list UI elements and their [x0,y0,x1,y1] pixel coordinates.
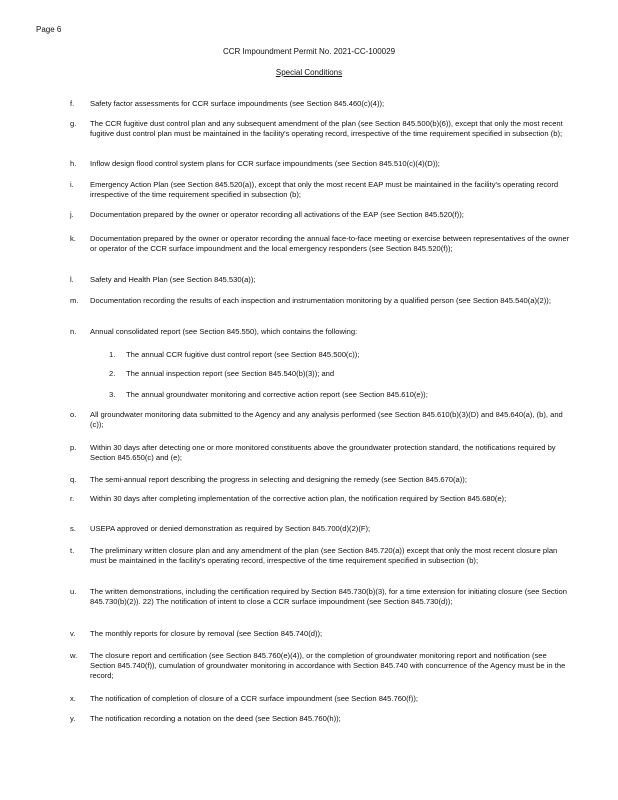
item-text: Within 30 days after detecting one or more monitored constituents above the groundwater protection standard, the notifications required by Section 845.650(c) and (e); [90,443,556,462]
permit-title: CCR Impoundment Permit No. 2021-CC-100029 [222,47,396,56]
list-item-s [70,524,570,534]
item-letter: f. [70,99,75,108]
item-text: The notification of completion of closure of a CCR surface impoundment (see Section 845.760(f)); [90,694,418,703]
item-letter: j. [70,210,74,219]
sub-item-text: The annual inspection report (see Section 845.540(b)(3)); and [126,369,335,378]
item-letter: u. [70,587,77,596]
item-letter: i. [70,180,74,189]
list-item-o [70,410,570,430]
sub-item-text: The annual groundwater monitoring and corrective action report (see Section 845.610(e)); [126,390,428,399]
sub-item-3 [109,390,569,400]
item-letter: m. [70,296,79,305]
list-item-i [70,180,570,200]
page-number: Page 6 [36,25,62,34]
item-letter: y. [70,714,76,723]
list-item-l [70,275,570,285]
sub-item-number: 3. [109,390,116,399]
item-text: USEPA approved or denied demonstration as required by Section 845.700(d)(2)(F); [90,524,371,533]
list-item-f [70,99,570,109]
item-text: Documentation prepared by the owner or operator recording all activations of the EAP (see Section 845.520(f)); [90,210,464,219]
item-letter: s. [70,524,76,533]
list-item-m [70,296,570,306]
item-letter: g. [70,119,77,128]
list-item-j [70,210,570,220]
item-letter: t. [70,546,75,555]
list-item-y [70,714,570,724]
item-text: Documentation prepared by the owner or operator recording the annual face-to-face meeting or exercise between representatives of the owner or operator of the CCR surface impoundment and the local emergency responders (see Section 845.520(f)); [90,234,570,253]
section-heading: Special Conditions [275,68,343,77]
item-text: The monthly reports for closure by removal (see Section 845.740(d)); [90,629,323,638]
item-text: Annual consolidated report (see Section 845.550), which contains the following: [90,327,358,336]
item-letter: q. [70,475,77,484]
list-item-w [70,651,570,681]
item-letter: p. [70,443,77,452]
sub-item-2 [109,369,569,379]
list-item-h [70,159,570,169]
item-letter: r. [70,494,75,503]
sub-item-text: The annual CCR fugitive dust control report (see Section 845.500(c)); [126,350,360,359]
item-text: The written demonstrations, including the certification required by Section 845.730(b)(3), for a time extension for initiating closure (see Section 845.730(b)(2)). 22) The notification of intent to close a CCR surface impoundment (see Section 845.730(d)); [90,587,567,606]
item-text: Documentation recording the results of each inspection and instrumentation monitoring by a qualified person (see Section 845.540(a)(2)); [90,296,551,305]
item-letter: v. [70,629,76,638]
item-text: Safety and Health Plan (see Section 845.530(a)); [90,275,256,284]
item-text: Emergency Action Plan (see Section 845.520(a)), except that only the most recent EAP must be maintained in the facility's operating record irrespective of the time requirement specified in subsection (b); [90,180,559,199]
list-item-g [70,119,570,139]
list-item-t [70,546,570,566]
list-item-q [70,475,570,485]
item-letter: o. [70,410,77,419]
sub-item-1 [109,350,569,360]
item-text: The CCR fugitive dust control plan and any subsequent amendment of the plan (see Section 845.500(b)(6)), except that only the most recent fugitive dust control plan must be maintained in the facility's operating record, irrespective of the time requirement specified in subsection (b); [90,119,563,138]
item-letter: w. [70,651,78,660]
item-text: The closure report and certification (see Section 845.760(e)(4)), or the completion of groundwater monitoring report and notification (see Section 845.740(f)), cumulation of groundwater monitoring in accordance with Section 845.740 with concurrence of the Agency must be in the record; [90,651,566,680]
item-text: The preliminary written closure plan and any amendment of the plan (see Section 845.720(a)) except that only the most recent closure plan must be maintained in the facility's operating record, irrespective of the time requirement specified in subsection (b); [90,546,558,565]
list-item-n [70,327,570,337]
list-item-u [70,587,570,607]
item-text: Inflow design flood control system plans for CCR surface impoundments (see Section 845.510(c)(4)(D)); [90,159,440,168]
item-text: The notification recording a notation on the deed (see Section 845.760(h)); [90,714,341,723]
item-text: Safety factor assessments for CCR surface impoundments (see Section 845.460(c)(4)); [90,99,385,108]
item-text: The semi-annual report describing the progress in selecting and designing the remedy (see Section 845.670(a)); [90,475,467,484]
item-text: All groundwater monitoring data submitted to the Agency and any analysis performed (see Section 845.610(b)(3)(D) and 845.640(a), (b), and (c)); [90,410,563,429]
item-letter: n. [70,327,77,336]
item-text: Within 30 days after completing implementation of the corrective action plan, the notification required by Section 845.680(e); [90,494,507,503]
sub-item-number: 2. [109,369,116,378]
item-letter: l. [70,275,74,284]
list-item-r [70,494,570,504]
list-item-v [70,629,570,639]
item-letter: x. [70,694,76,703]
sub-item-number: 1. [109,350,116,359]
list-item-p [70,443,570,463]
item-letter: h. [70,159,77,168]
list-item-x [70,694,570,704]
list-item-k [70,234,570,254]
item-letter: k. [70,234,76,243]
